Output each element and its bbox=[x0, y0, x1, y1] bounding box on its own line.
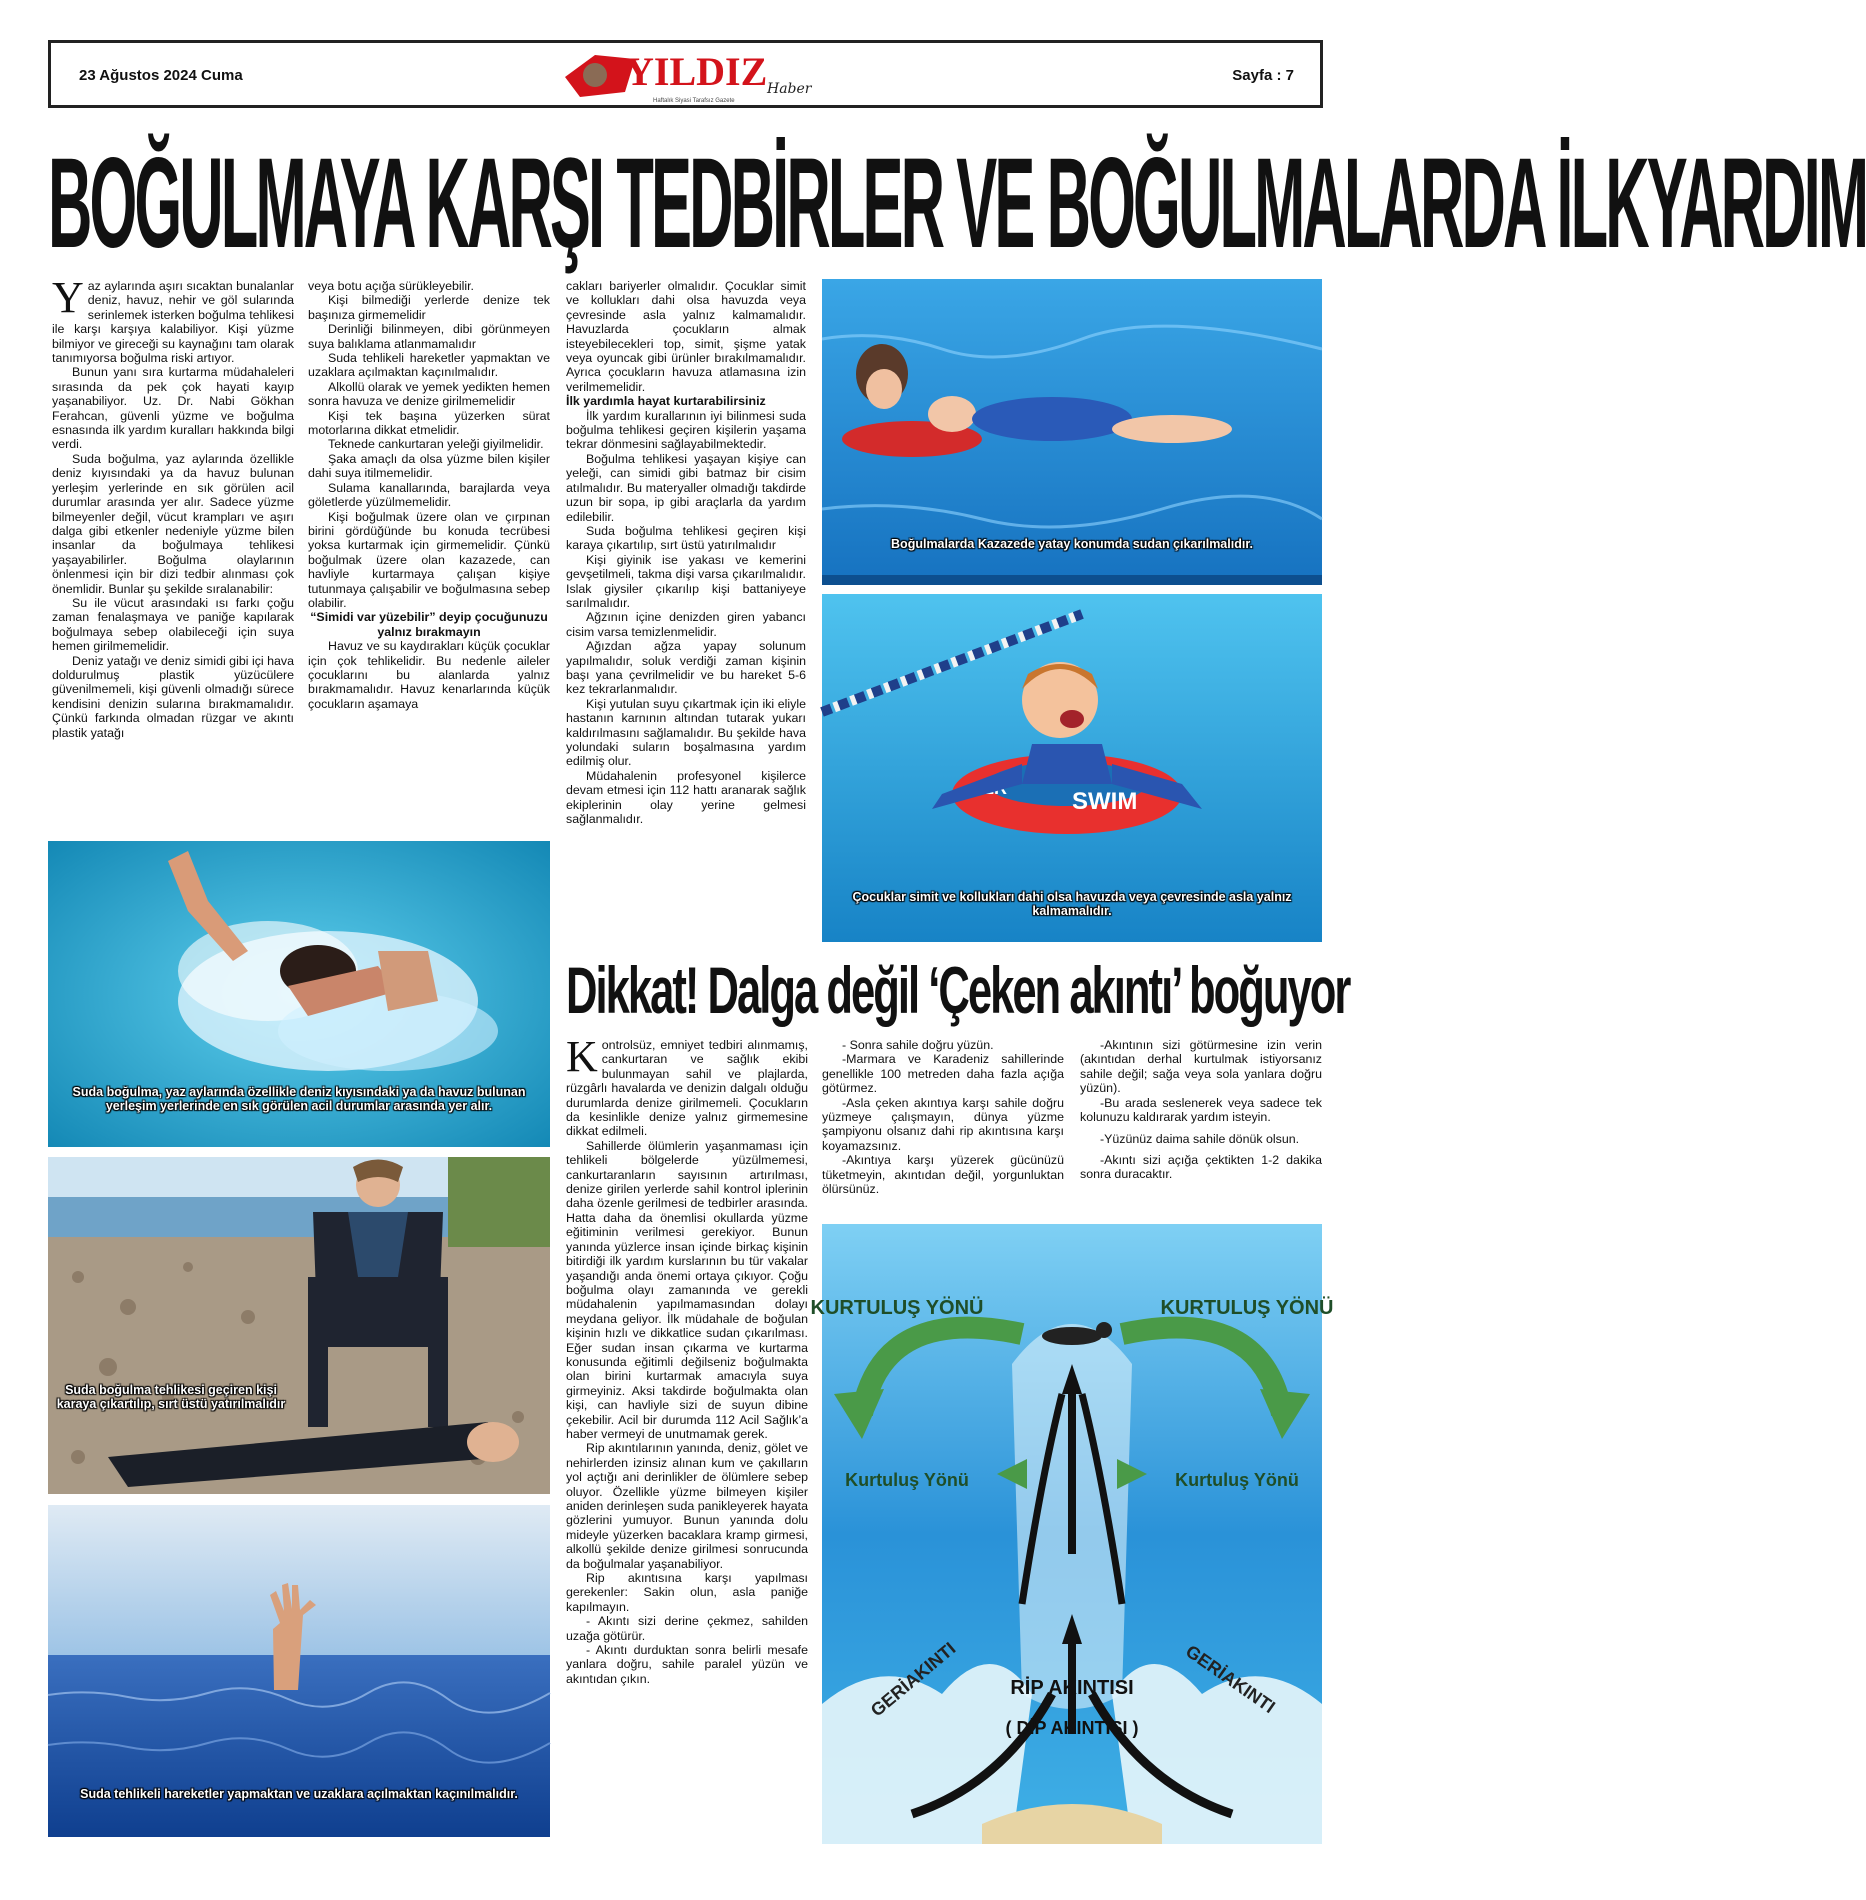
photo-caption: Boğulmalarda Kazazede yatay konumda sudan çıkarılmalıdır. bbox=[891, 537, 1253, 551]
paragraph: -Bu arada seslenerek veya sadece tek kolunuzu kaldırarak yardım isteyin. bbox=[1080, 1095, 1322, 1125]
paragraph: -Yüzünüz daima sahile dönük olsun. bbox=[1100, 1132, 1300, 1147]
article2-column-3 bbox=[1080, 1038, 1322, 1182]
paragraph: - Akıntı durduktan sonra belirli mesafe yanlara doğru, sahile paralel yüzün ve akıntıdan çıkın. bbox=[566, 1643, 808, 1686]
subheading: “Simidi var yüzebilir” deyip çocuğunuzu yalnız bırakmayın bbox=[310, 610, 548, 639]
paragraph: cakları bariyerler olmalıdır. Çocuklar simit ve kollukları dahi olsa havuzda veya çevresinde asla yalnız kalmamalıdır. Havuzlarda çocukların almak isteyebilecekleri top, simit, şişme yatak veya oyuncak gibi ürünler bırakılmamalıdır. Ayrıca çocukların havuza atlamasına izin verilmemelidir. bbox=[566, 279, 806, 394]
paragraph: Müdahalenin profesyonel kişilerce devam etmesi için 112 hattı aranarak sağlık ekiplerinin olay yerine gelmesi sağlanmalıdır. bbox=[566, 768, 806, 827]
diagram-label: KURTULUŞ YÖNÜ bbox=[810, 1297, 984, 1319]
paragraph: İlk yardım kurallarının iyi bilinmesi suda boğulma tehlikesi geçiren kişilerin yaşama tekrar dönmesini sağlayabilmektedir. bbox=[566, 408, 806, 452]
ring-text: SWIM bbox=[1072, 788, 1138, 815]
paragraph: az aylarında aşırı sıcaktan bunalanlar deniz, havuz, nehir ve göl sularında serinlemek isterken boğulma tehlikesi ile karşı karşıya kalabiliyor. Kişi yüzme bilmiyor ve gireceği su kaynağını tam olarak tanımıyorsa boğulma riski artıyor. bbox=[52, 279, 294, 366]
paragraph: - Sonra sahile doğru yüzün. bbox=[842, 1038, 994, 1052]
diagram-label: GERİAKINTI bbox=[866, 1638, 960, 1721]
article1-column-1 bbox=[52, 273, 294, 740]
article1-column-3 bbox=[566, 279, 806, 826]
diagram-label: GERİAKINTI bbox=[1182, 1641, 1279, 1718]
photo-caption: Suda boğulma tehlikesi geçiren kişi karaya çıkartılıp, sırt üstü yatırılmalıdır bbox=[56, 1383, 286, 1411]
logo-subtitle: Haftalık Siyasi Tarafsız Gazete bbox=[653, 98, 735, 104]
beach-cpr-photo bbox=[48, 1157, 550, 1494]
rip-current-diagram bbox=[810, 1224, 1334, 1844]
photo-caption: Çocuklar simit ve kollukları dahi olsa havuzda veya çevresinde asla yalnız kalmamalıdır. bbox=[852, 890, 1292, 918]
paragraph: Rip akıntılarının yanında, deniz, gölet ve nehirlerden izinsiz alınan kum ve çakılların yol açtığı ani derinlikler de ölümlere sebep oluyor. Özellikle yüzme bilmeyen kişiler aniden derinleşen suda panikleyerek hayata gözlerini yumuyor. Bunun yanında dolu mideyle yüzerken bacaklara kramp girmesi, alkollü şekilde denize girilmesi sonrucunda da boğulmalar yaşanabiliyor. bbox=[566, 1441, 808, 1571]
paragraph: Kişi giyinik ise yakası ve kemerini gevşetilmeli, takma dişi varsa çıkarılmalıdır. Islak giysiler çıkarılıp kişi battaniyeye sarılmalıdır. bbox=[566, 552, 806, 610]
diagram-label: ( DİP AKINTISI ) bbox=[1005, 1718, 1139, 1738]
paragraph: -Marmara ve Karadeniz sahillerinde genellikle 100 metreden daha fazla açığa götürmez. bbox=[822, 1052, 1064, 1096]
main-headline: BOĞULMAYA KARŞI TEDBİRLER VE BOĞULMALARDA İLKYARDIM bbox=[48, 132, 1866, 275]
article2-column-2 bbox=[822, 1038, 1064, 1196]
page-number: Sayfa : 7 bbox=[1232, 67, 1294, 84]
article2-column-1 bbox=[566, 1032, 808, 1686]
paragraph: Kişi bilmediği yerlerde denize tek başınıza girmemelidir bbox=[308, 293, 550, 322]
paragraph: Deniz yatağı ve deniz simidi gibi içi hava doldurulmuş plastik yüzücülere güvenilmemeli, kişi güvenli olmadığı sürece kendisini denizin sularına bırakmamalıdır. Çünkü farkında olmadan rüzgar ve akıntı plastik yatağı bbox=[52, 653, 294, 740]
diagram-label: KURTULUŞ YÖNÜ bbox=[1160, 1297, 1334, 1319]
paragraph: Ağızdan ağza yapay solunum yapılmalıdır, soluk verdiği zaman kişinin başı yana çevrilmelidir ve bu hareket 5-6 kez tekrarlanmalıdır. bbox=[566, 639, 806, 697]
paragraph: Suda boğulma tehlikesi geçiren kişi karaya çıkartılıp, sırt üstü yatırılmalıdır bbox=[566, 523, 806, 553]
paragraph: -Akıntı sizi açığa çektikten 1-2 dakika sonra duracaktır. bbox=[1080, 1152, 1322, 1182]
paragraph: veya botu açığa sürükleyebilir. bbox=[308, 279, 474, 293]
paragraph: - Akıntı sizi derine çekmez, sahilden uzağa götürür. bbox=[566, 1614, 808, 1643]
paragraph: -Asla çeken akıntıya karşı sahile doğru yüzmeye çalışmayın, dünya yüzme şampiyonu olsanız dahi rip akıntısına karşı koyamazsınız. bbox=[822, 1095, 1064, 1153]
paragraph: Derinliği bilinmeyen, dibi görünmeyen suya balıklama atlanmamalıdır bbox=[308, 322, 550, 351]
paragraph: Suda tehlikeli hareketler yapmaktan ve uzaklara açılmaktan kaçınılmalıdır. bbox=[308, 351, 550, 380]
paragraph: Ağzının içine denizden giren yabancı cisim varsa temizlenmelidir. bbox=[566, 610, 806, 639]
paragraph: Bunun yanı sıra kurtarma müdahaleleri sırasında da pek çok hayati kayıp yaşanabiliyor. Uz. Dr. Nabi Gökhan Ferahcan, güvenli yüzme ve boğulma esnasında ilk yardım kuralları hakkında bilgi verdi. bbox=[52, 365, 294, 452]
drop-cap: Y bbox=[52, 273, 84, 322]
subheading: İlk yardımla hayat kurtarabilirsiniz bbox=[566, 394, 766, 409]
drop-cap: K bbox=[566, 1032, 598, 1081]
paragraph: Havuz ve su kaydırakları küçük çocuklar için çok tehlikelidir. Bu nedenle aileler çocuklarını bu alanlarda yalnız bırakmamalıdır. Havuz kenarlarında küçük çocukların aşamaya bbox=[308, 639, 550, 711]
hand-in-sea-photo bbox=[48, 1505, 550, 1837]
paragraph: Rip akıntısına karşı yapılması gerekenler: Sakin olun, asla paniğe kapılmayın. bbox=[566, 1571, 808, 1614]
paragraph: Kişi boğulmak üzere olan ve çırpınan birini gördüğünde bu konuda tecrübesi yoksa kurtarmak için girmemelidir. Çünkü boğulmak üzere olan kazazede, can havliyle kurtarmaya çalışan kişiye tutunmaya çalışabilir ve boğulmasına sebep olabilir. bbox=[308, 509, 550, 610]
issue-date: 23 Ağustos 2024 Cuma bbox=[79, 67, 243, 84]
paragraph: -Akıntıya karşı yüzerek gücünüzü tüketmeyin, akıntıdan değil, yorgunluktan ölürsünüz. bbox=[822, 1153, 1064, 1197]
article1-column-2 bbox=[308, 279, 550, 711]
paragraph: -Akıntının sizi götürmesine izin verin (akıntıdan derhal kurtulmak istiyorsanız sahile değil; sağa veya sola yanlara doğru yüzün). bbox=[1080, 1038, 1322, 1096]
logo-text: YILDIZ bbox=[625, 49, 768, 94]
paragraph: Kişi tek başına yüzerken sürat motorlarına dikkat etmelidir. bbox=[308, 408, 550, 438]
diagram-label: Kurtuluş Yönü bbox=[1175, 1470, 1299, 1490]
paragraph: Suda boğulma, yaz aylarında özellikle deniz kıyısındaki ya da havuz bulunan yerleşim yerlerinde en sık görülen acil durumlar arasında yer alır. Sadece yüzme bilmeyenler değil, vücut krampları ve aşırı dalga gibi etkenler nedeniyle yüzme bilen insanlar da boğulmaya tehlikesi yaşayabilirler. Boğulma olaylarının önlenmesi için bir dizi tedbir alınması çok önemlidir. Bunlar şu şekilde sıralanabilir: bbox=[52, 451, 294, 596]
paragraph: Su ile vücut arasındaki ısı farkı çoğu zaman fenalaşmaya ve paniğe kapılarak boğulmaya sebep olabileceği için suya hemen girilmemelidir. bbox=[52, 595, 294, 654]
diagram-label: RİP AKINTISI bbox=[1010, 1677, 1134, 1699]
page-header bbox=[48, 40, 1323, 108]
logo-script: Haber bbox=[767, 81, 812, 97]
newspaper-logo bbox=[555, 47, 835, 107]
photo-caption: Suda tehlikeli hareketler yapmaktan ve uzaklara açılmaktan kaçınılmalıdır. bbox=[80, 1787, 518, 1801]
article2-headline: Dikkat! Dalga değil ‘Çeken akıntı’ boğuyor bbox=[566, 953, 1350, 1027]
diagram-label: Kurtuluş Yönü bbox=[845, 1470, 969, 1490]
paragraph: Teknede cankurtaran yeleği giyilmelidir. bbox=[328, 437, 544, 452]
photo-caption: Suda boğulma, yaz aylarında özellikle deniz kıyısındaki ya da havuz bulunan yerleşim yerlerinde en sık görülen acil durumlar arasında yer alır. bbox=[72, 1085, 526, 1113]
paragraph: Sulama kanallarında, barajlarda veya göletlerde yüzülmemelidir. bbox=[308, 480, 550, 510]
drowning-splash-photo bbox=[48, 841, 550, 1147]
pool-rescue-photo bbox=[822, 279, 1322, 585]
child-swim-ring-photo bbox=[822, 594, 1322, 942]
paragraph: Şaka amaçlı da olsa yüzme bilen kişiler dahi suya itilmemelidir. bbox=[308, 451, 550, 481]
paragraph: Kişi yutulan suyu çıkartmak için iki eliyle hastanın karnının altından tutarak yukarı kaldırılmasını sağlamalıdır. Bu şekilde hava yolundaki suların boşalmasına yardım edilmiş olur. bbox=[566, 696, 806, 769]
paragraph: ontrolsüz, emniyet tedbiri alınmamış, cankurtaran ve sağlık ekibi bulunmayan sahil ve plajlarda, rüzgârlı havalarda ve denizin dalgalı olduğu durumlarda denize girilmemeli. Çocukların da kesinlikle denize yalnız girmemesine dikkat edilmeli. bbox=[566, 1038, 808, 1139]
paragraph: Boğulma tehlikesi yaşayan kişiye can yeleği, can simidi gibi batmaz bir cisim atılmalıdır. Bu materyaller olmadığı takdirde uzun bir sopa, ip gibi araçlarla da yardım edilebilir. bbox=[566, 451, 806, 524]
paragraph: Sahillerde ölümlerin yaşanmaması için tehlikeli bölgelerde yüzülmemesi, cankurtaranların sayısının artırılması, denize girilen yerlerde sahil kontrol iplerinin daha özenle gerilmesi de tedbirler arasında. Hatta daha da önemlisi okullarda yüzme eğitiminin verilmesi gerekiyor. Bunun yanında yüzlerce insan içinde birkaç kişinin bitirdiği ilk yardım kurslarının bu tür vakalar yaşandığı anda önemi ortaya çıkıyor. Çoğu boğulma olayı zamanında ve gerekli müdahalenin yapılmamasından dolayı meydana geliyor. İlk müdahale de boğulan kişinin hızlı ve dikkatlice sudan çıkarılması. Eğer sudan insan çıkarma ve kurtarma konusunda eğitimli değilseniz boğulmakta olan birini kurtarmak amacıyla suya girmeyiniz. Aksi takdirde boğulmakta olan kişi, can havliyle sizi de suyun dibine çekebilir. Acil bir durumda 112 Acil Sağlık’a haber vermeyi de unutmamak gerek. bbox=[566, 1138, 808, 1441]
paragraph: Alkollü olarak ve yemek yedikten hemen sonra havuza ve denize girilmemelidir bbox=[308, 379, 550, 409]
